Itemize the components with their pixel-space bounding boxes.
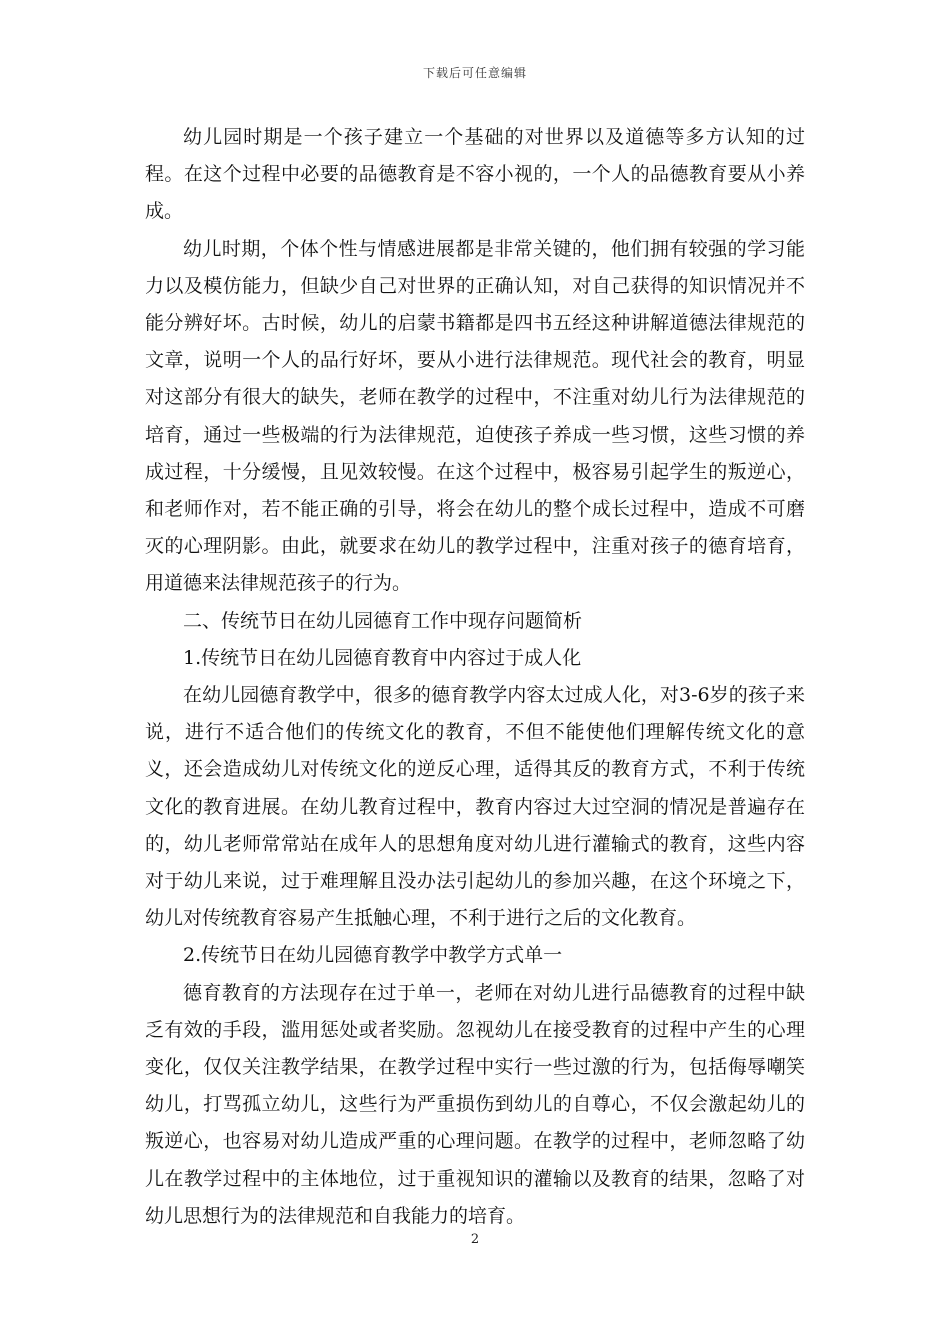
section-heading-two: 二、传统节日在幼儿园德育工作中现存问题简析	[183, 609, 583, 632]
paragraph-single-method: 德育教育的方法现存在过于单一，老师在对幼儿进行品德教育的过程中缺乏有效的手段，滥用惩处或者奖励。忽视幼儿在接受教育的过程中产生的心理变化，仅仅关注教学结果，在教学过程中实行一些过激的行为，包括侮辱嘲笑幼儿，打骂孤立幼儿，这些行为严重损伤到幼儿的自尊心，不仅会激起幼儿的叛逆心，也容易对幼儿造成严重的心理问题。在教学的过程中，老师忽略了幼儿在教学过程中的主体地位，过于重视知识的灌输以及教育的结果，忽略了对幼儿思想行为的法律规范和自我能力的培育。	[145, 981, 805, 1227]
subsection-heading-two: 2.传统节日在幼儿园德育教学中教学方式单一	[183, 944, 563, 967]
page-header: 下载后可任意编辑	[422, 66, 527, 80]
paragraph-childhood: 幼儿时期，个体个性与情感进展都是非常关键的，他们拥有较强的学习能力以及模仿能力，但缺少自己对世界的正确认知，对自己获得的知识情况并不能分辨好坏。古时候，幼儿的启蒙书籍都是四书五经这种讲解道德法律规范的文章，说明一个人的品行好坏，要从小进行法律规范。现代社会的教育，明显对这部分有很大的缺失，老师在教学的过程中，不注重对幼儿行为法律规范的培育，通过一些极端的行为法律规范，迫使孩子养成一些习惯，这些习惯的养成过程，十分缓慢，且见效较慢。在这个过程中，极容易引起学生的叛逆心，和老师作对，若不能正确的引导，将会在幼儿的整个成长过程中，造成不可磨灭的心理阴影。由此，就要求在幼儿的教学过程中，注重对孩子的德育培育，用道德来法律规范孩子的行为。	[145, 237, 805, 595]
paragraph-adult-content: 在幼儿园德育教学中，很多的德育教学内容太过成人化，对3-6岁的孩子来说，进行不适合他们的传统文化的教育，不但不能使他们理解传统文化的意义，还会造成幼儿对传统文化的逆反心理，适得其反的教育方式，不利于传统文化的教育进展。在幼儿教育过程中，教育内容过大过空洞的情况是普遍存在的，幼儿老师常常站在成年人的思想角度对幼儿进行灌输式的教育，这些内容对于幼儿来说，过于难理解且没办法引起幼儿的参加兴趣，在这个环境之下，幼儿对传统教育容易产生抵触心理，不利于进行之后的文化教育。	[145, 684, 805, 930]
subsection-heading-one: 1.传统节日在幼儿园德育教育中内容过于成人化	[183, 646, 582, 669]
page-number: 2	[470, 1232, 480, 1247]
document-body	[145, 119, 805, 1235]
paragraph-intro: 幼儿园时期是一个孩子建立一个基础的对世界以及道德等多方认知的过程。在这个过程中必要的品德教育是不容小视的，一个人的品德教育要从小养成。	[145, 126, 805, 223]
